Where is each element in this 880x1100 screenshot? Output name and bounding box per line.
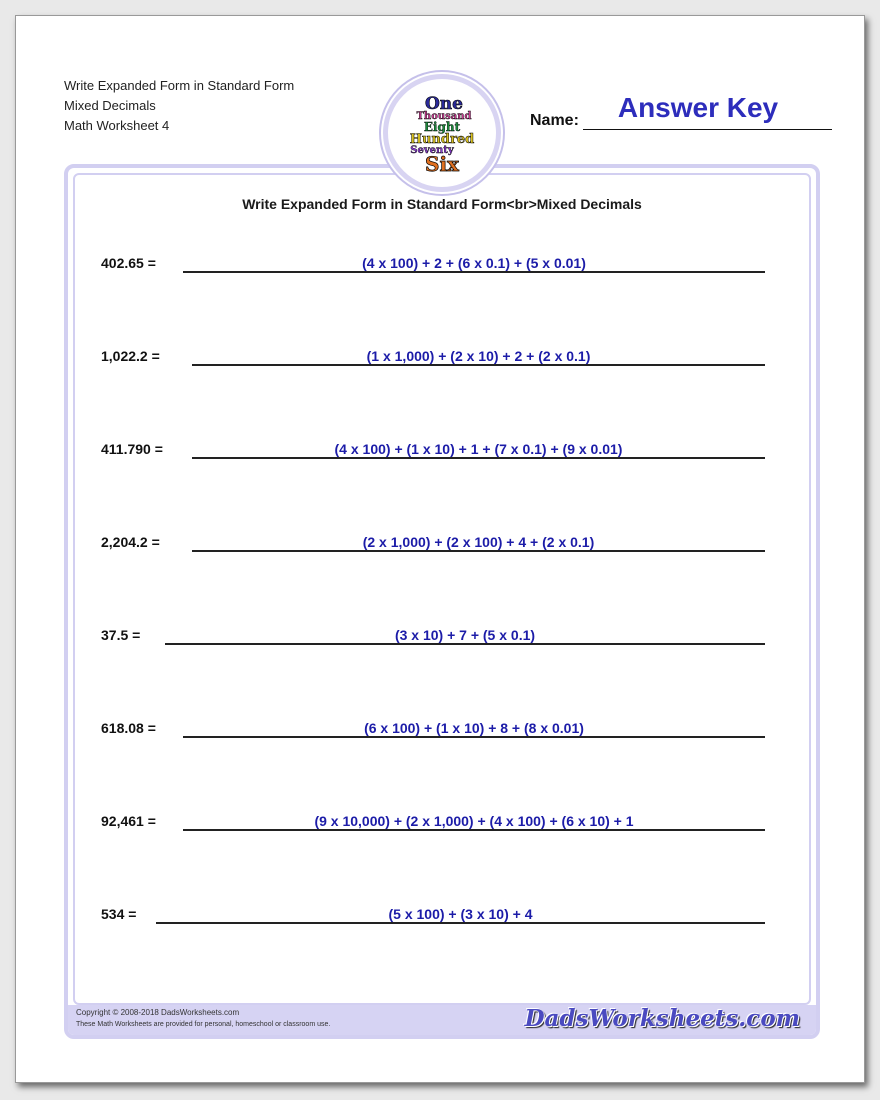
- answer-key-label: Answer Key: [617, 92, 779, 123]
- problem-row: [68, 906, 816, 936]
- worksheet-title: Write Expanded Form in Standard Form<br>Mixed Decimals: [242, 196, 642, 212]
- name-underline: [583, 129, 832, 130]
- problem-answer: (4 x 100) + (1 x 10) + 1 + (7 x 0.1) + (9 x 0.01): [334, 441, 623, 457]
- header-title: Write Expanded Form in Standard Form: [64, 78, 295, 93]
- problem-answer: (4 x 100) + 2 + (6 x 0.1) + (5 x 0.01): [362, 255, 586, 271]
- answer-line: [192, 364, 765, 366]
- worksheet-footer: [68, 1005, 816, 1035]
- problem-row: [68, 348, 816, 378]
- answer-line: [192, 550, 765, 552]
- answer-line: [183, 829, 765, 831]
- problem-question: 37.5 =: [101, 627, 141, 643]
- answer-line: [156, 922, 765, 924]
- answer-line: [192, 457, 765, 459]
- worksheet-frame: [64, 164, 820, 1039]
- worksheet-header: [64, 76, 294, 136]
- problem-question: 411.790 =: [101, 441, 163, 457]
- problem-answer: (9 x 10,000) + (2 x 1,000) + (4 x 100) + (6 x 10) + 1: [314, 813, 634, 829]
- problem-answer: (5 x 100) + (3 x 10) + 4: [388, 906, 533, 922]
- problem-question: 92,461 =: [101, 813, 156, 829]
- worksheet-page: [15, 15, 865, 1083]
- problem-question: 618.08 =: [101, 720, 156, 736]
- copyright-text: Copyright © 2008-2018 DadsWorksheets.com: [76, 1008, 240, 1017]
- logo-word-six: Six: [425, 152, 459, 176]
- logo-word-seventy: Seventy: [410, 145, 454, 156]
- usage-notice: These Math Worksheets are provided for personal, homeschool or classroom use.: [76, 1021, 331, 1028]
- header-subtitle: Mixed Decimals: [64, 98, 156, 113]
- problem-question: 534 =: [101, 906, 137, 922]
- problem-row: [68, 813, 816, 843]
- problem-question: 402.65 =: [101, 255, 156, 271]
- problem-row: [68, 720, 816, 750]
- answer-line: [183, 736, 765, 738]
- problem-question: 1,022.2 =: [101, 348, 160, 364]
- name-label: Name:: [530, 112, 579, 129]
- answer-line: [165, 643, 765, 645]
- problem-answer: (2 x 1,000) + (2 x 100) + 4 + (2 x 0.1): [362, 534, 595, 550]
- logo-art: [388, 79, 496, 187]
- problem-row: [68, 627, 816, 657]
- problem-question: 2,204.2 =: [101, 534, 160, 550]
- name-field: [530, 92, 832, 130]
- answer-line: [183, 271, 765, 273]
- problem-row: [68, 441, 816, 471]
- problem-answer: (1 x 1,000) + (2 x 10) + 2 + (2 x 0.1): [366, 348, 591, 364]
- header-worksheet-number: Math Worksheet 4: [64, 118, 170, 133]
- problem-answer: (6 x 100) + (1 x 10) + 8 + (8 x 0.01): [364, 720, 584, 736]
- problem-answer: (3 x 10) + 7 + (5 x 0.1): [394, 627, 536, 643]
- logo-word-one: One: [425, 94, 463, 114]
- logo-word-thousand: Thousand: [416, 111, 472, 122]
- number-words-logo: [383, 74, 501, 192]
- problem-row: [68, 534, 816, 564]
- worksheet-inner-border: [73, 173, 811, 1005]
- problem-row: [68, 255, 816, 285]
- logo-word-hundred: Hundred: [409, 132, 475, 147]
- dadsworksheets-logo: DadsWorksheets.com: [524, 1005, 800, 1032]
- logo-word-eight: Eight: [423, 120, 461, 134]
